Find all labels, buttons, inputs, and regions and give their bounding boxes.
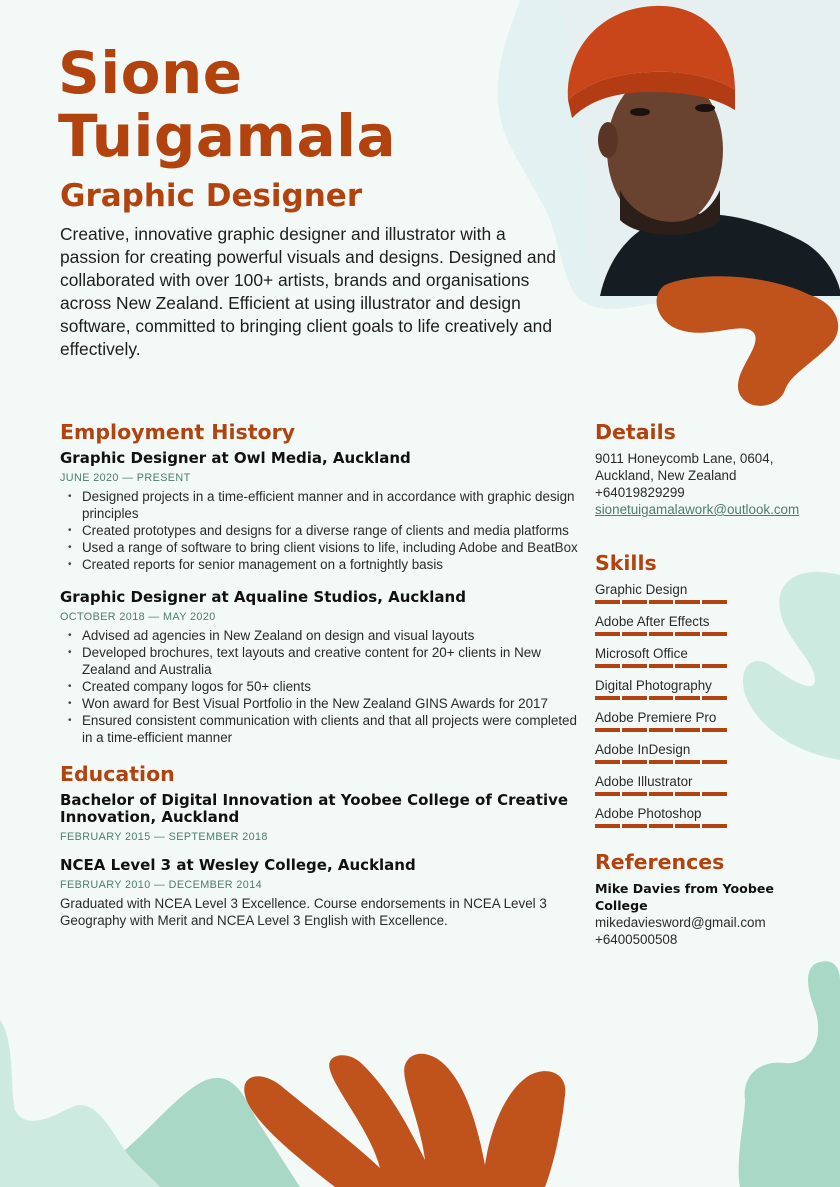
- skill-name: Graphic Design: [595, 582, 688, 597]
- entry-date: FEBRUARY 2015 — SEPTEMBER 2018: [60, 831, 268, 843]
- skill-name: Adobe InDesign: [595, 742, 691, 757]
- skill-name: Adobe Premiere Pro: [595, 710, 717, 725]
- bullet-item: • Created company logos for 50+ clients: [68, 678, 580, 695]
- section-title-details: Details: [595, 420, 676, 444]
- skill-item: [595, 773, 825, 796]
- bullet-item: • Advised ad agencies in New Zealand on design and visual layouts: [68, 627, 580, 644]
- skill-name: Digital Photography: [595, 678, 712, 693]
- entry-date: OCTOBER 2018 — MAY 2020: [60, 611, 216, 623]
- skill-level-bar: [595, 696, 727, 700]
- orange-hand-shape: [244, 1054, 565, 1187]
- bullet-item: • Created prototypes and designs for a diverse range of clients and media platforms: [68, 522, 580, 539]
- reference-phone: +6400500508: [595, 932, 678, 947]
- employment-section: [60, 420, 580, 746]
- orange-squiggle-top: [657, 276, 839, 406]
- last-name: Tuigamala: [58, 102, 397, 170]
- profile-summary: Creative, innovative graphic designer and illustrator with a passion for creating powerful visuals and designs. Designed and collaborated with over 100+ artists, brands and organisations across New Zealand. Efficient at using illustrator and design software, committed to bringing client goals to life creatively and effectively.: [60, 224, 556, 359]
- bullet-item: • Created reports for senior management on a fortnightly basis: [68, 556, 580, 573]
- skill-item: [595, 581, 825, 604]
- references-section: [595, 850, 825, 948]
- education-entry: [60, 792, 580, 843]
- profile-photo: [560, 0, 840, 296]
- bullet-item: • Won award for Best Visual Portfolio in the New Zealand GINS Awards for 2017: [68, 695, 580, 712]
- employment-entry: [60, 589, 580, 746]
- skills-section: [595, 551, 825, 828]
- skill-level-bar: [595, 728, 727, 732]
- entry-description: Graduated with NCEA Level 3 Excellence. Course endorsements in NCEA Level 3 Geography with Merit and NCEA Level 3 English with Excellence.: [60, 896, 547, 928]
- section-title-skills: Skills: [595, 551, 657, 575]
- bullet-item: • Used a range of software to bring client visions to life, including Adobe and BeatBox: [68, 539, 580, 556]
- email-link[interactable]: sionetuigamalawork@outlook.com: [595, 502, 800, 517]
- skill-item: [595, 645, 825, 668]
- bullet-list: [60, 488, 580, 573]
- entry-date: JUNE 2020 — PRESENT: [60, 472, 191, 484]
- skill-name: Adobe Photoshop: [595, 806, 702, 821]
- entry-title: NCEA Level 3 at Wesley College, Auckland: [60, 856, 416, 874]
- job-title: Graphic Designer: [60, 178, 363, 214]
- reference-email: mikedaviesword@gmail.com: [595, 915, 766, 930]
- skill-name: Adobe Illustrator: [595, 774, 693, 789]
- skill-item: [595, 613, 825, 636]
- section-title-education: Education: [60, 762, 175, 786]
- section-title-references: References: [595, 850, 725, 874]
- right-column: [595, 420, 825, 948]
- skill-level-bar: [595, 632, 727, 636]
- bullet-item: • Designed projects in a time-efficient manner and in accordance with graphic design principles: [68, 488, 580, 522]
- education-entry: [60, 857, 580, 929]
- entry-date: FEBRUARY 2010 — DECEMBER 2014: [60, 879, 263, 891]
- entry-title: Graphic Designer at Aqualine Studios, Auckland: [60, 588, 466, 606]
- bullet-list: [60, 627, 580, 746]
- skill-item: [595, 709, 825, 732]
- skill-level-bar: [595, 760, 727, 764]
- mint-shape-bottom-right: [739, 961, 840, 1187]
- employment-entry: [60, 450, 580, 573]
- details-section: [595, 420, 825, 519]
- skill-level-bar: [595, 600, 727, 604]
- skills-list: [595, 581, 825, 828]
- phone-number: +64019829299: [595, 485, 685, 500]
- candidate-name: [58, 39, 397, 170]
- first-name: Sione: [58, 39, 243, 107]
- skill-item: [595, 741, 825, 764]
- section-title-employment: Employment History: [60, 420, 296, 444]
- left-column: [60, 420, 580, 945]
- bullet-item: • Ensured consistent communication with clients and that all projects were completed in a time-efficient manner: [68, 712, 580, 746]
- skill-item: [595, 677, 825, 700]
- skill-name: Microsoft Office: [595, 646, 688, 661]
- entry-title: Bachelor of Digital Innovation at Yoobee College of Creative Innovation, Auckland: [60, 791, 569, 826]
- address-line-2: Auckland, New Zealand: [595, 468, 737, 483]
- skill-name: Adobe After Effects: [595, 614, 710, 629]
- education-section: [60, 762, 580, 929]
- skill-item: [595, 805, 825, 828]
- skill-level-bar: [595, 824, 727, 828]
- skill-level-bar: [595, 792, 727, 796]
- entry-title: Graphic Designer at Owl Media, Auckland: [60, 449, 411, 467]
- reference-name: Mike Davies from Yoobee College: [595, 881, 774, 913]
- bullet-item: • Developed brochures, text layouts and creative content for 20+ clients in New Zealand and Australia: [68, 644, 580, 678]
- address-line-1: 9011 Honeycomb Lane, 0604,: [595, 451, 774, 466]
- skill-level-bar: [595, 664, 727, 668]
